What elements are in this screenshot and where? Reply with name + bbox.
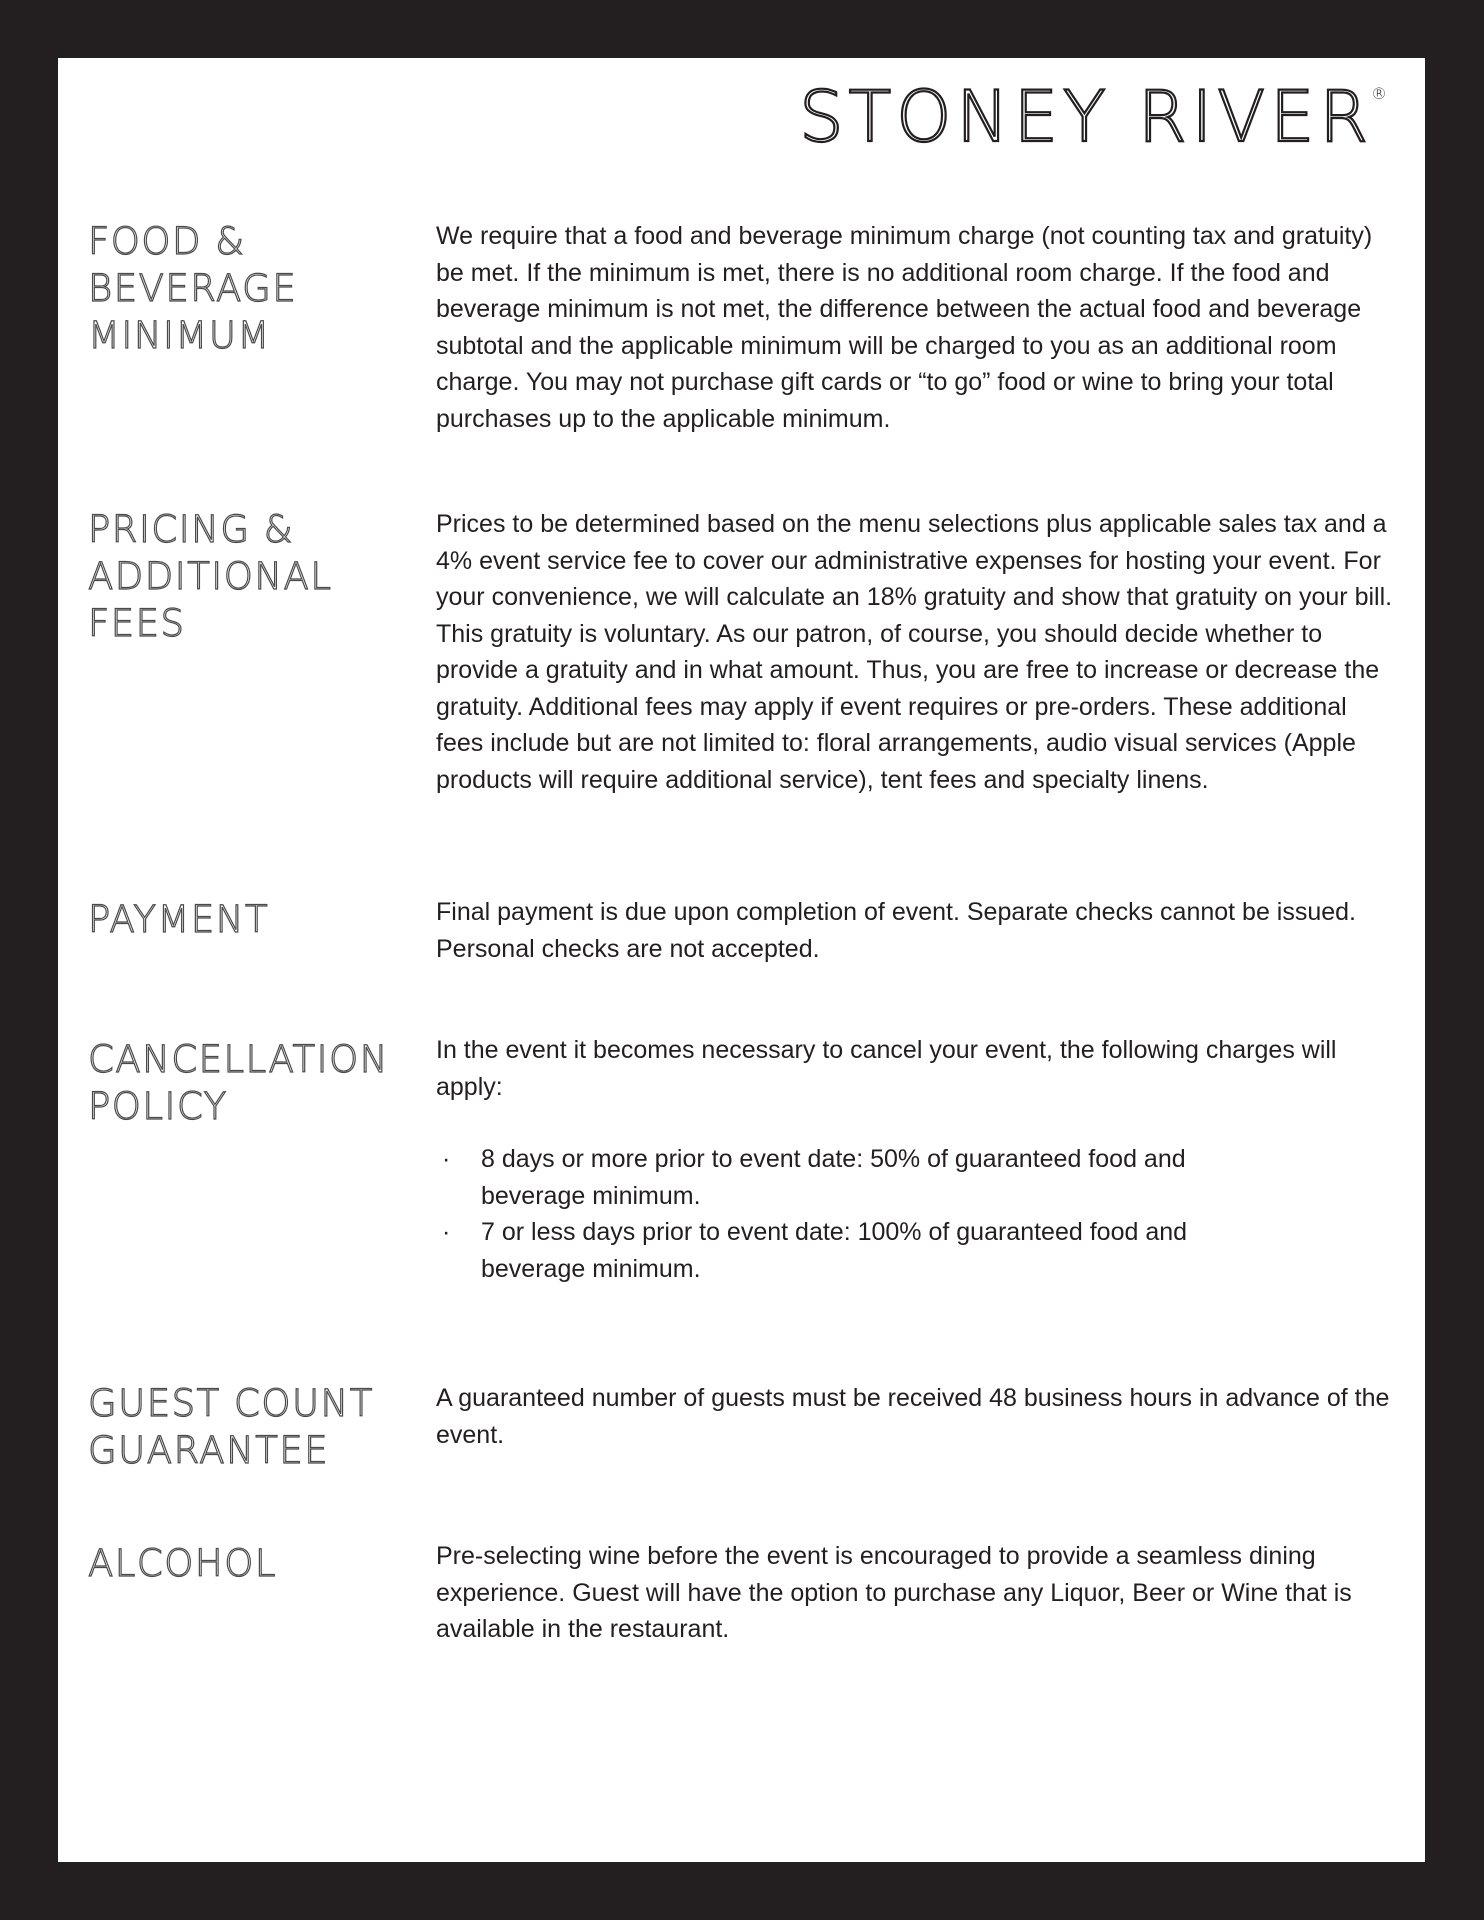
section-heading: CANCELLATION POLICY xyxy=(88,1038,389,1128)
bullet-icon: · xyxy=(442,1218,451,1246)
section-body xyxy=(436,218,1396,437)
section-body xyxy=(436,506,1396,798)
cancellation-text: In the event it becomes necessary to cancel your event, the following charges will apply: xyxy=(436,1036,1337,1101)
section-body xyxy=(436,1538,1396,1648)
cancellation-charges-list xyxy=(436,1141,1236,1287)
section-heading: ALCOHOL xyxy=(88,1542,277,1585)
section-body xyxy=(436,894,1396,967)
pricing-text: Prices to be determined based on the menu selections plus applicable sales tax and a 4% event service fee to cover our administrative expenses for hosting your event. For your convenience, we will calculate an 18% gratuity and show that gratuity on your bill. This gratuity is voluntary. As our patron, of course, you should decide whether to provide a gratuity and in what amount. Thus, you are free to increase or decrease the gratuity. Additional fees may apply if event requires or pre-orders. These additional fees include but are not limited to: floral arrangements, audio visual services (Apple products will require additional service), tent fees and specialty linens. xyxy=(436,510,1393,794)
section-heading: PRICING & ADDITIONAL FEES xyxy=(88,508,333,645)
section-heading: PAYMENT xyxy=(88,898,270,941)
bullet-icon: · xyxy=(442,1145,451,1173)
guest-count-text: A guaranteed number of guests must be received 48 business hours in advance of the event. xyxy=(436,1384,1390,1449)
payment-text: Final payment is due upon completion of event. Separate checks cannot be issued. Personal checks are not accepted. xyxy=(436,898,1357,963)
registered-mark: ® xyxy=(1371,84,1387,103)
alcohol-text: Pre-selecting wine before the event is encouraged to provide a seamless dining experience. Guest will have the option to purchase any Liquor, Beer or Wine that is available in the restaurant. xyxy=(436,1542,1352,1643)
section-body xyxy=(436,1032,1396,1287)
section-heading: GUEST COUNT GUARANTEE xyxy=(88,1382,374,1472)
list-item: · 7 or less days prior to event date: 100% of guaranteed food and beverage minimum. xyxy=(436,1214,1236,1287)
stoney-river-logo xyxy=(799,76,1387,158)
logo-text: STONEY RIVER xyxy=(799,76,1373,158)
document-page xyxy=(58,58,1425,1862)
section-heading: FOOD & BEVERAGE MINIMUM xyxy=(88,220,298,357)
food-minimum-text: We require that a food and beverage minimum charge (not counting tax and gratuity) be met. If the minimum is met, there is no additional room charge. If the food and beverage minimum is not met, the difference between the actual food and beverage subtotal and the applicable minimum will be charged to you as an additional room charge. You may not purchase gift cards or “to go” food or wine to bring your total purchases up to the applicable minimum. xyxy=(436,222,1373,433)
list-item: · 8 days or more prior to event date: 50% of guaranteed food and beverage minimum. xyxy=(436,1141,1236,1214)
section-body xyxy=(436,1380,1396,1453)
